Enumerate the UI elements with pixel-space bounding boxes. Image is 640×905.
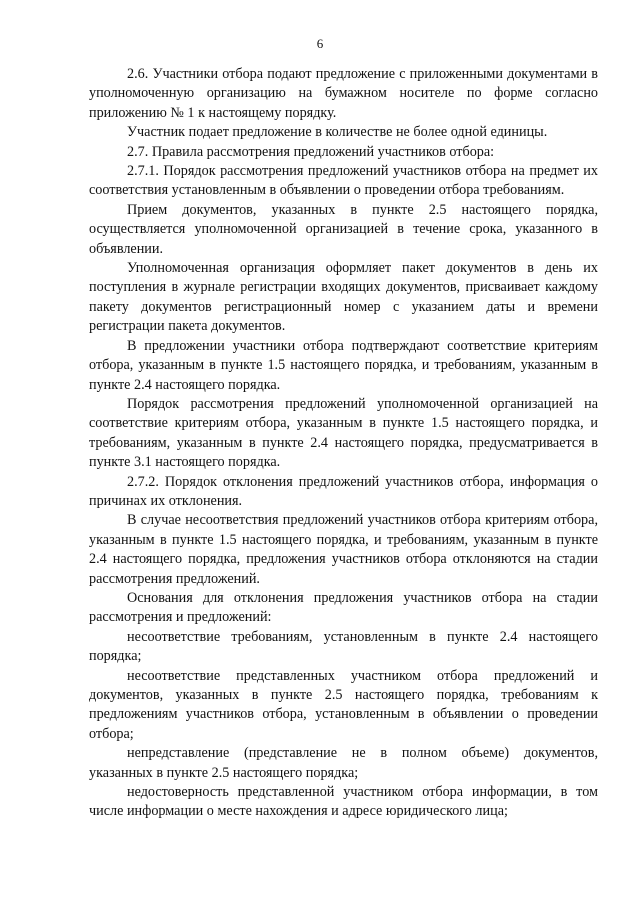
paragraph-rejection-grounds: Основания для отклонения предложения участников отбора на стадии рассмотрения и предложений: <box>89 589 598 626</box>
paragraph-2-7-2: 2.7.2. Порядок отклонения предложений участников отбора, информация о причинах их отклонения. <box>89 473 598 509</box>
paragraph-registration: Уполномоченная организация оформляет пакет документов в день их поступления в журнале регистрации входящих документов, присваивает каждому пакету документов регистрационный номер с указанием даты и времени регистрации пакета документов. <box>89 260 598 335</box>
page-number: 6 <box>316 36 324 51</box>
paragraph-review-procedure: Порядок рассмотрения предложений уполномоченной организацией на соответствие критериям отбора, указанным в пункте 1.5 настоящего порядка, и требованиям, указанным в пункте 2.4 настоящего порядка, предусматривается в пункте 3.1 настоящего порядка. <box>89 395 598 471</box>
paragraph-nonconformity: В случае несоответствия предложений участников отбора критериям отбора, указанным в пункте 1.5 настоящего порядка, и требованиям, указанным в пункте 2.4 настоящего порядка, предложения участников отбора отклоняются на стадии рассмотрения предложений. <box>89 512 598 587</box>
paragraph-2-6: 2.6. Участники отбора подают предложение с приложенными документами в уполномоченную организацию на бумажном носителе по форме согласно приложению № 1 к настоящему порядку. <box>89 66 598 121</box>
paragraph-confirmation: В предложении участники отбора подтверждают соответствие критериям отбора, указанным в пункте 1.5 настоящего порядка, и требованиям, указанным в пункте 2.4 настоящего порядка. <box>89 337 598 393</box>
paragraph-participant-limit: Участник подает предложение в количестве не более одной единицы. <box>127 124 548 141</box>
document-body <box>89 65 598 822</box>
list-item-ground-4: недостоверность представленной участником отбора информации, в том числе информации о месте нахождения и адресе юридического лица; <box>89 784 598 820</box>
list-item-ground-2: несоответствие представленных участником отбора предложений и документов, указанных в пункте 2.5 настоящего порядка, требованиям к предложениям участников отбора, установленным в объявлении о проведении отбора; <box>89 667 598 742</box>
paragraph-2-7: 2.7. Правила рассмотрения предложений участников отбора: <box>127 143 495 160</box>
paragraph-document-intake: Прием документов, указанных в пункте 2.5 настоящего порядка, осуществляется уполномоченной организацией в течение срока, указанного в объявлении. <box>89 201 598 257</box>
list-item-ground-1: несоответствие требованиям, установленным в пункте 2.4 настоящего порядка; <box>89 628 598 665</box>
list-item-ground-3: непредставление (представление не в полном объеме) документов, указанных в пункте 2.5 настоящего порядка; <box>89 745 598 781</box>
paragraph-2-7-1: 2.7.1. Порядок рассмотрения предложений участников отбора на предмет их соответствия установленным в объявлении о проведении отбора требованиям. <box>89 163 598 199</box>
